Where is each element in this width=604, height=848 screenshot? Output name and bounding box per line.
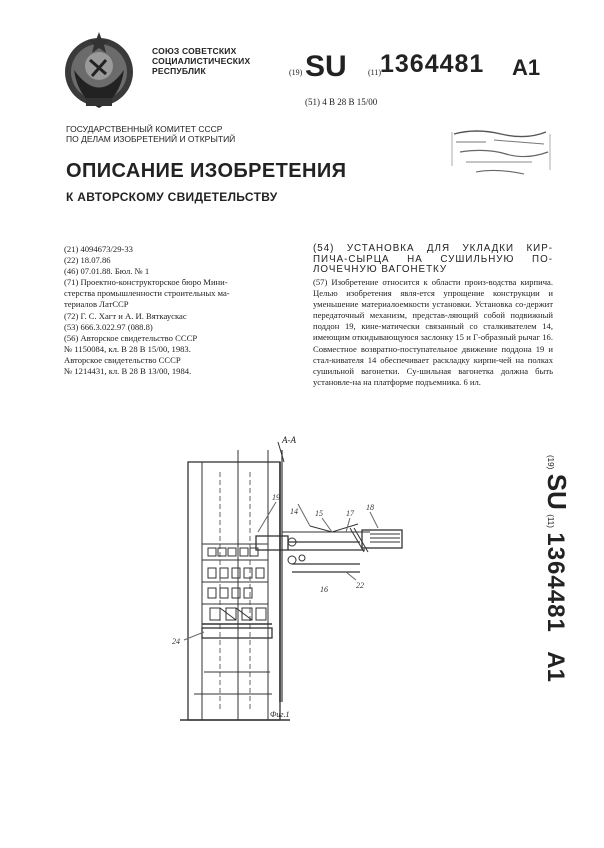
figure-label: Фиг.1 bbox=[270, 710, 290, 719]
committee-line: ГОСУДАРСТВЕННЫЙ КОМИТЕТ СССР bbox=[66, 124, 223, 134]
invention-title: (54) УСТАНОВКА ДЛЯ УКЛАДКИ КИР-ПИЧА-СЫРЦА НА СУШИЛЬНУЮ ПО-ЛОЧЕЧНУЮ ВАГОНЕТКУ bbox=[313, 243, 553, 275]
vertical-patent-number: 1364481 bbox=[542, 532, 569, 633]
abstract: (57) Изобретение относится к области произ-водства кирпича. Целью изобретения явля-ется упрощение конструкции и уменьшение материалоемкости установки. Установка со-держит передаточный механизм, представ-ляющий собой подвижный поддон 19, кине-матически связанный со сталкивателем 14, имеющим откидывающуюся заслонку 15 и Г-образный рычаг 16. Совместное возвратно-поступательное движение поддона 19 и стал-кивателя 14 обеспечивает раскладку кирпи-чей на полках сушильной вагонетки. Су-шильная вагонетка должна быть установле-на на платформе подъемника. 6 ил. bbox=[313, 277, 553, 387]
code-11: (11) bbox=[368, 68, 382, 77]
country-code: SU bbox=[305, 50, 347, 83]
section-label: А-А bbox=[282, 435, 296, 445]
biblio-line: (22) 18.07.86 bbox=[64, 255, 111, 266]
callout-label: 24 bbox=[172, 637, 180, 646]
code-19: (19) bbox=[289, 68, 303, 77]
country-name bbox=[152, 46, 250, 76]
document-subtitle: К АВТОРСКОМУ СВИДЕТЕЛЬСТВУ bbox=[66, 190, 278, 204]
country-line: СОЮЗ СОВЕТСКИХ bbox=[152, 46, 237, 56]
committee bbox=[66, 124, 235, 144]
callout-label: 17 bbox=[346, 509, 354, 518]
callout-label: 18 bbox=[366, 503, 374, 512]
biblio-line: (46) 07.01.88. Бюл. № 1 bbox=[64, 266, 150, 277]
biblio-line: (71) Проектно-конструкторское бюро Мини- bbox=[64, 277, 228, 288]
biblio-line: (56) Авторское свидетельство СССР bbox=[64, 332, 198, 343]
ipc-class: (51) 4 B 28 B 15/00 bbox=[305, 97, 378, 107]
committee-line: ПО ДЕЛАМ ИЗОБРЕТЕНИЙ И ОТКРЫТИЙ bbox=[66, 134, 236, 144]
ussr-emblem-icon bbox=[60, 30, 138, 112]
vertical-code-19: (19) bbox=[546, 455, 555, 470]
biblio-line: (21) 4094673/29-33 bbox=[64, 244, 133, 254]
callout-label: 15 bbox=[315, 509, 323, 518]
biblio-line: № 1214431, кл. В 28 В 13/00, 1984. bbox=[64, 366, 192, 377]
patent-number: 1364481 bbox=[380, 50, 485, 78]
biblio-line: Авторское свидетельство СССР bbox=[64, 354, 181, 365]
country-line: РЕСПУБЛИК bbox=[152, 66, 206, 76]
callout-label: 22 bbox=[356, 581, 364, 590]
biblio-line: (53) 666.3.022.97 (088.8) bbox=[64, 321, 153, 332]
vertical-kind-code: A1 bbox=[542, 651, 569, 682]
library-stamp-icon bbox=[446, 126, 556, 184]
callout-label: 14 bbox=[290, 507, 298, 516]
kind-code: A1 bbox=[512, 55, 541, 80]
drawing-callouts bbox=[160, 432, 544, 732]
biblio-line: № 1150084, кл. В 28 В 15/00, 1983. bbox=[64, 343, 191, 354]
vertical-code-11: (11) bbox=[546, 514, 555, 528]
country-line: СОЦИАЛИСТИЧЕСКИХ bbox=[152, 56, 251, 66]
biblio-line: стерства промышленности строительных ма- bbox=[64, 288, 230, 299]
callout-label: 19 bbox=[272, 493, 280, 502]
vertical-patent-id bbox=[538, 455, 578, 680]
document-title: ОПИСАНИЕ ИЗОБРЕТЕНИЯ bbox=[66, 160, 347, 182]
biblio-line: териалов ЛатССР bbox=[64, 299, 129, 310]
biblio-line: (72) Г. С. Хагт и А. И. Вяткаускас bbox=[64, 310, 187, 321]
vertical-country-code: SU bbox=[542, 473, 572, 510]
bibliographic-data bbox=[64, 244, 286, 377]
callout-label: 16 bbox=[320, 585, 328, 594]
